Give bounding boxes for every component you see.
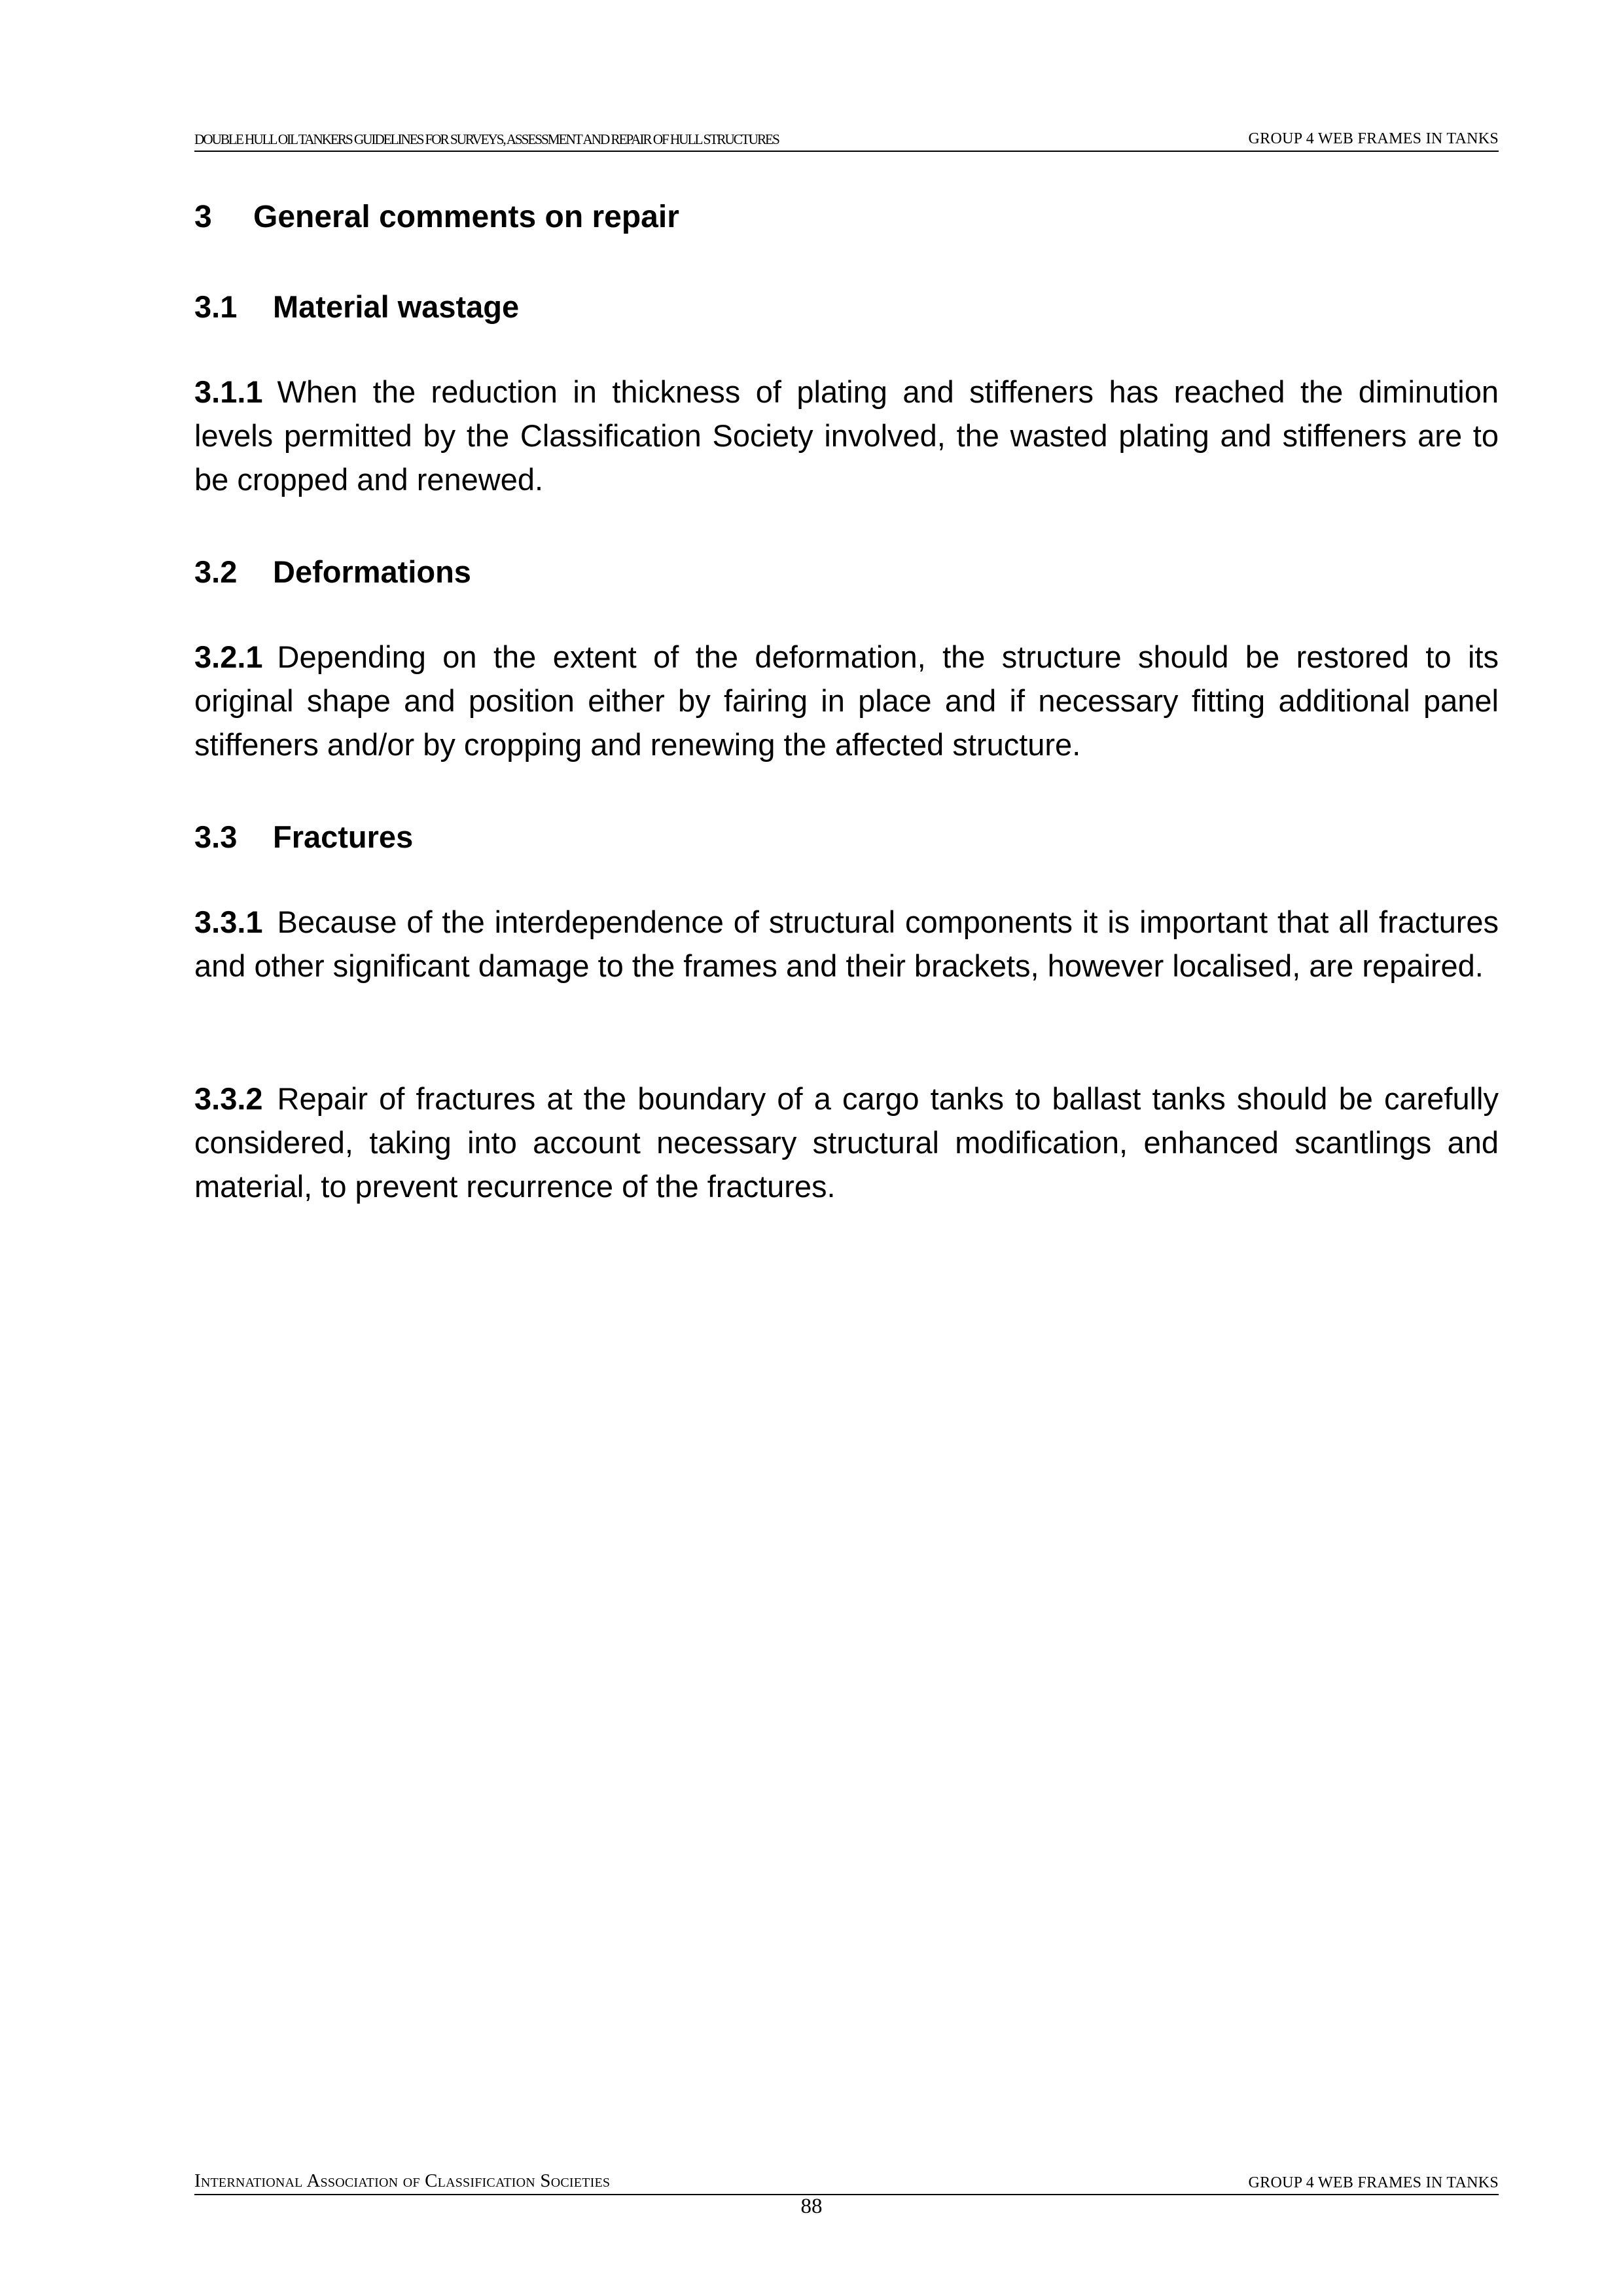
paragraph-text: Depending on the extent of the deformation, the structure should be restored to its original shape and position either by fairing in place and if necessary fitting additional panel stiffeners and/or by cropping and renewing the affected structure. — [194, 639, 1499, 762]
paragraph-number: 3.2.1 — [194, 639, 263, 674]
paragraph-text: Because of the interdependence of structural components it is important that all fractures and other significant damage to the frames and their brackets, however localised, are repaired. — [194, 905, 1499, 983]
section-heading-3-3 — [194, 819, 413, 855]
section-title: Material wastage — [273, 289, 520, 324]
paragraph-number: 3.3.2 — [194, 1081, 263, 1116]
page-footer — [194, 2170, 1499, 2195]
paragraph-text: When the reduction in thickness of plating and stiffeners has reached the diminution levels permitted by the Classification Society involved, the wasted plating and stiffeners are to be cropped and renewed. — [194, 374, 1499, 497]
paragraph-number: 3.1.1 — [194, 374, 263, 409]
section-heading-3 — [194, 199, 679, 236]
footer-group-title: GROUP 4 WEB FRAMES IN TANKS — [1248, 2174, 1499, 2191]
section-number: 3.2 — [194, 554, 238, 589]
header-group-title: GROUP 4 WEB FRAMES IN TANKS — [1248, 130, 1499, 147]
section-title: Deformations — [273, 554, 471, 589]
paragraph-3-1-1 — [194, 370, 1499, 501]
section-number: 3.3 — [194, 819, 238, 854]
paragraph-3-3-2 — [194, 1077, 1499, 1208]
paragraph-number: 3.3.1 — [194, 905, 263, 939]
header-document-title: DOUBLE HULL OIL TANKERS GUIDELINES FOR SURVEYS, ASSESSMENT AND REPAIR OF HULL STRUCTURES — [194, 131, 779, 147]
footer-organization: International Association of Classification Societies — [194, 2170, 611, 2191]
page-header — [194, 128, 1499, 152]
section-heading-3-1 — [194, 289, 519, 325]
section-title: General comments on repair — [253, 200, 679, 234]
section-number: 3 — [194, 200, 212, 234]
paragraph-text: Repair of fractures at the boundary of a cargo tanks to ballast tanks should be carefully considered, taking into account necessary structural modification, enhanced scantlings and material, to prevent recurrence of the fractures. — [194, 1081, 1499, 1204]
section-number: 3.1 — [194, 289, 238, 324]
paragraph-3-3-1 — [194, 900, 1499, 988]
section-heading-3-2 — [194, 554, 471, 590]
section-title: Fractures — [273, 819, 414, 854]
paragraph-3-2-1 — [194, 635, 1499, 766]
page-number: 88 — [800, 2195, 823, 2218]
